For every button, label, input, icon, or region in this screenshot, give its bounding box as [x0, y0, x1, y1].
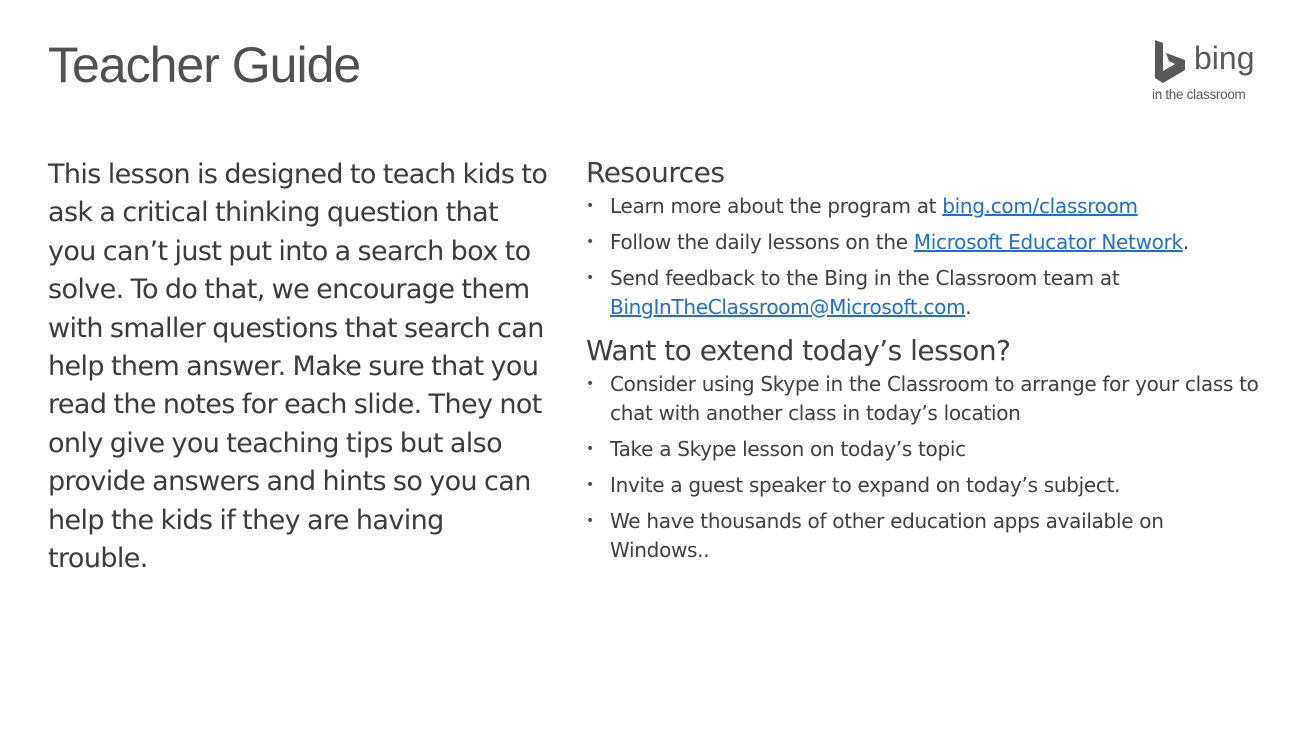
- resource-item: • Send feedback to the Bing in the Classroom team at BingInTheClassroom@Microsoft.com.: [586, 264, 1266, 322]
- resource-item: • Learn more about the program at bing.com/classroom: [586, 192, 1266, 221]
- bing-logo-icon: [1152, 40, 1192, 84]
- extend-item: • Invite a guest speaker to expand on today’s subject.: [586, 471, 1266, 500]
- logo-wordmark: bing: [1194, 40, 1255, 76]
- intro-paragraph: This lesson is designed to teach kids to ask a critical thinking question that you can’t just put into a search box to solve. To do that, we encourage them with smaller questions that search can help them answer. Make sure that you read the notes for each slide. They not only give you teaching tips but also provide answers and hints so you can help the kids if they are having trouble.: [48, 159, 548, 575]
- bing-in-the-classroom-logo: [1152, 40, 1262, 102]
- resources-heading: Resources: [586, 156, 725, 189]
- right-column: [586, 154, 1266, 575]
- logo-subtitle: in the classroom: [1152, 87, 1246, 102]
- bing-classroom-link[interactable]: bing.com/classroom: [942, 194, 1138, 218]
- microsoft-educator-network-link[interactable]: Microsoft Educator Network: [913, 230, 1183, 254]
- resources-list: [586, 192, 1266, 322]
- extend-item: • We have thousands of other education apps available on Windows..: [586, 507, 1266, 565]
- extend-list: [586, 370, 1266, 565]
- extend-lesson-heading: Want to extend today’s lesson?: [586, 334, 1011, 367]
- feedback-email-link[interactable]: BingInTheClassroom@Microsoft.com: [610, 295, 966, 319]
- page-title: Teacher Guide: [48, 37, 361, 93]
- extend-item: • Consider using Skype in the Classroom to arrange for your class to chat with another class in today’s location: [586, 370, 1266, 428]
- extend-item: • Take a Skype lesson on today’s topic: [586, 435, 1266, 464]
- resource-item: • Follow the daily lessons on the Microsoft Educator Network.: [586, 228, 1266, 257]
